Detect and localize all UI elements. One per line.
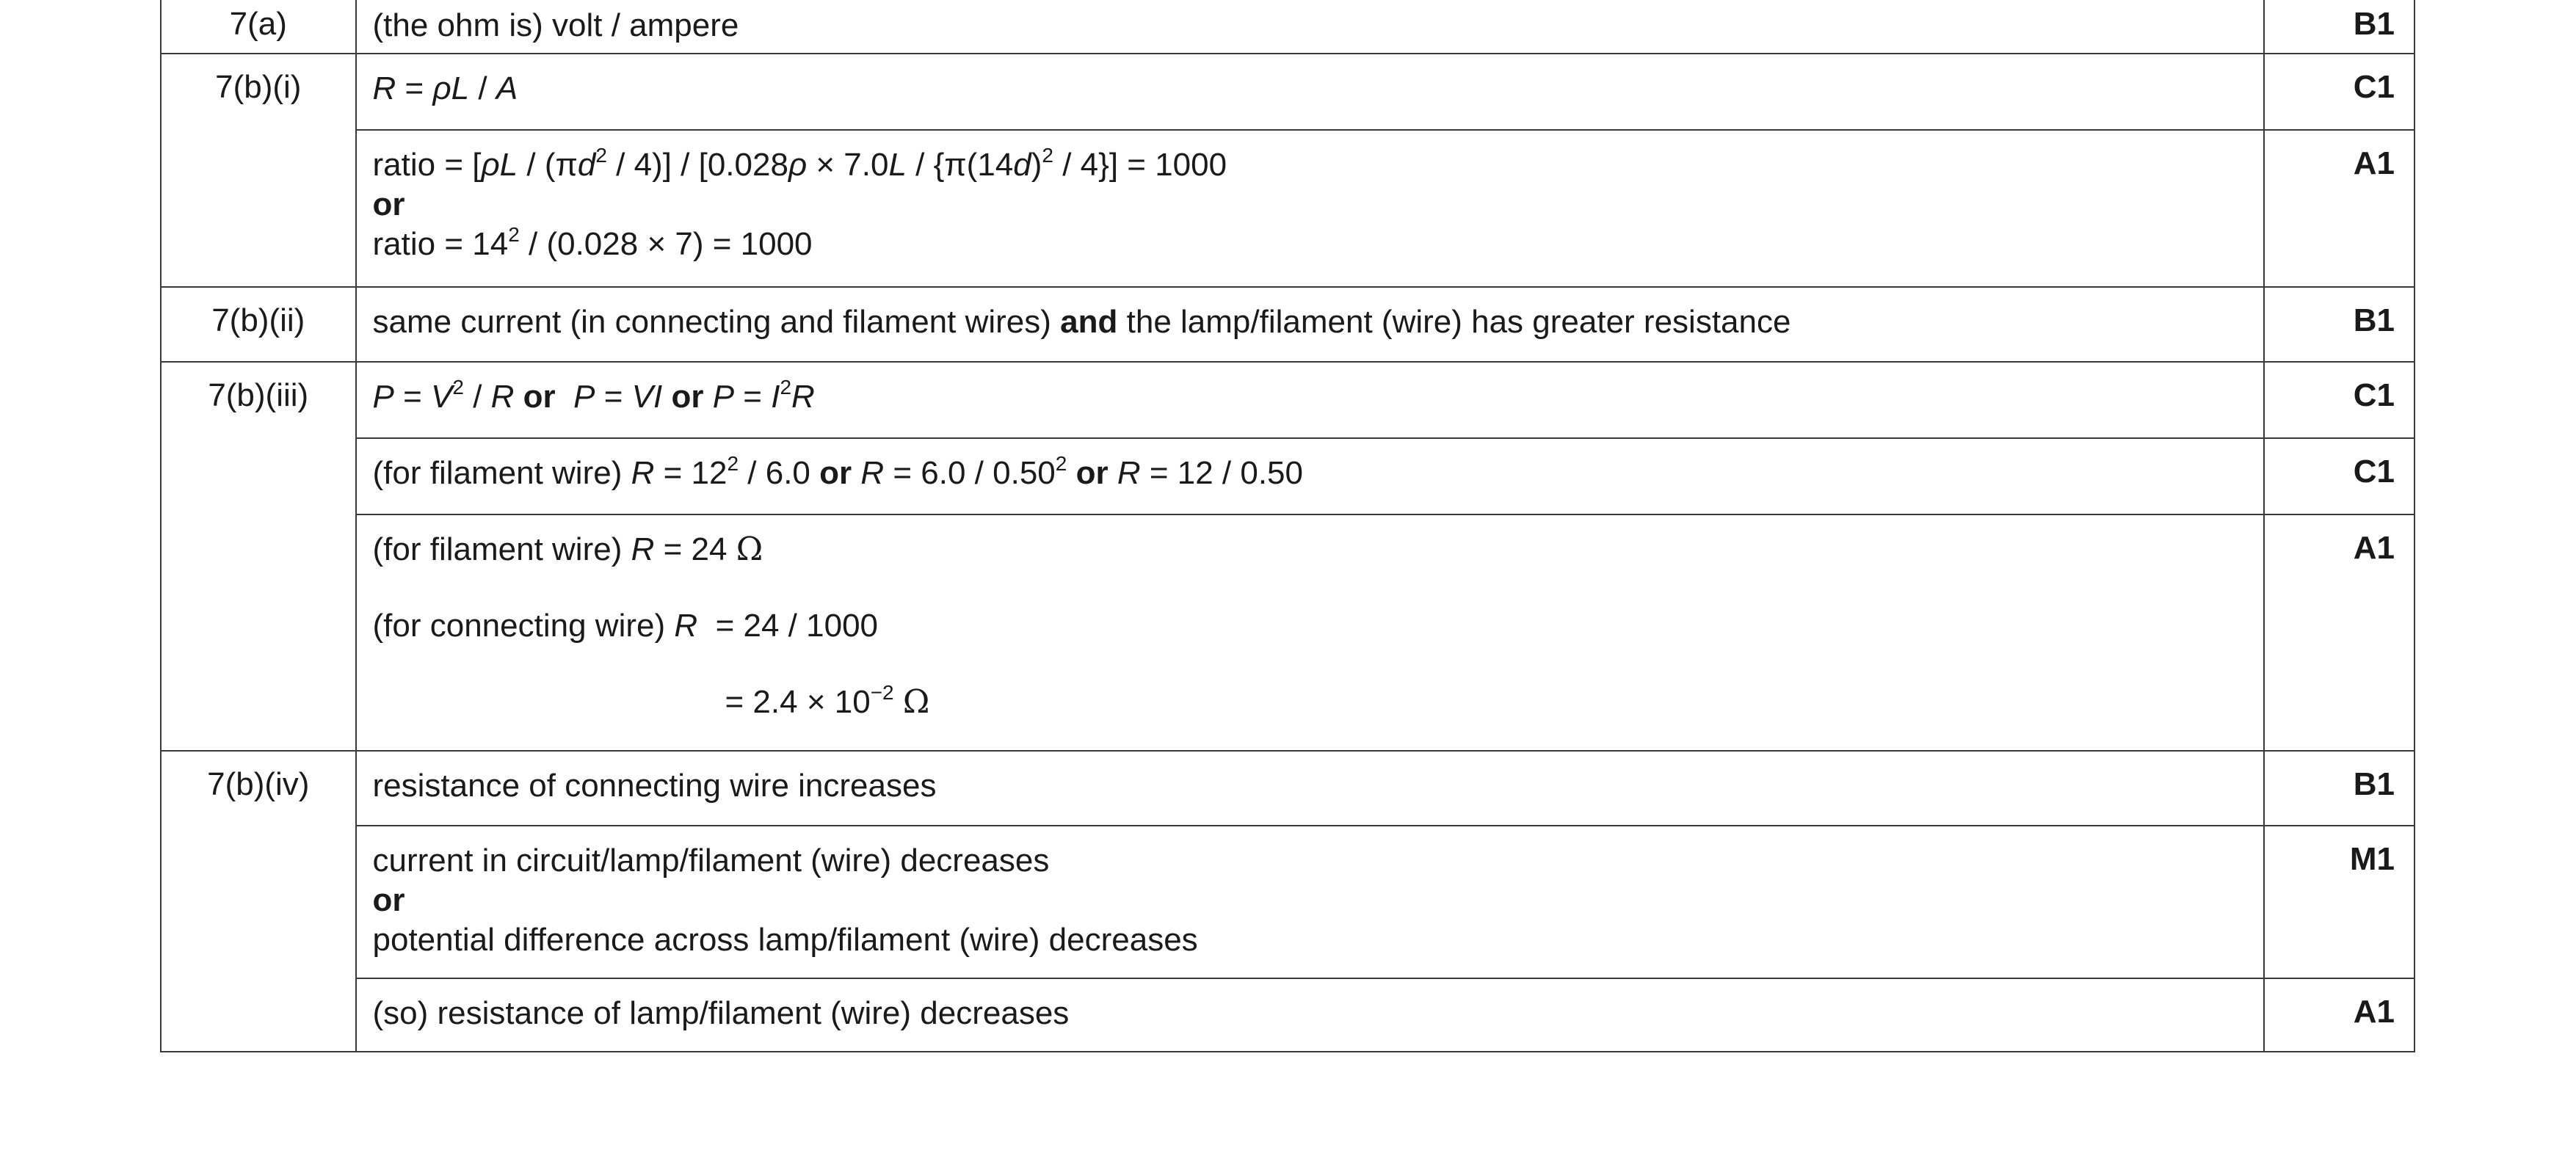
answer-cell bbox=[356, 978, 2264, 1052]
filament-resistance-result: (for filament wire) R = 24 Ω bbox=[372, 531, 763, 568]
answer-cell bbox=[356, 826, 2264, 978]
mark-cell: B1 bbox=[2264, 751, 2414, 826]
answer-cell bbox=[356, 438, 2264, 514]
answer-text: the lamp/filament (wire) has greater resistance bbox=[1126, 304, 1791, 340]
mark-cell: A1 bbox=[2264, 978, 2414, 1052]
ratio-expression: ratio = $[\rho L / (\pi d^2 / 4)] / [0.028\rho \times 7.0L / \{\pi(14d)^2 / 4\}] = 1000$ bbox=[372, 144, 1227, 183]
answer-text: (so) resistance of lamp/filament (wire) decreases bbox=[372, 995, 1070, 1031]
or-label: or bbox=[372, 186, 405, 222]
table-row bbox=[161, 514, 2414, 751]
mark-cell: C1 bbox=[2264, 438, 2414, 514]
answer-cell bbox=[356, 0, 2264, 54]
and-label: and bbox=[1060, 304, 1118, 340]
mark-cell: B1 bbox=[2264, 0, 2414, 54]
table-row bbox=[161, 54, 2414, 130]
mark-cell: C1 bbox=[2264, 362, 2414, 438]
mark-cell: A1 bbox=[2264, 130, 2414, 287]
table-row bbox=[161, 438, 2414, 514]
question-number: 7(b)(iv) bbox=[161, 751, 356, 1052]
table-row bbox=[161, 362, 2414, 438]
answer-text: same current (in connecting and filament wires) bbox=[372, 304, 1051, 340]
connecting-wire-resistance: (for connecting wire) R = 24 / 1000 bbox=[372, 608, 879, 644]
question-number: 7(b)(iii) bbox=[161, 362, 356, 751]
ratio-expression-alt: ratio = $14^2 / (0.028 \times 7) = 1000$ bbox=[372, 223, 813, 262]
answer-text: current in circuit/lamp/filament (wire) decreases bbox=[372, 843, 1050, 879]
mark-cell: M1 bbox=[2264, 826, 2414, 978]
table-row bbox=[161, 978, 2414, 1052]
power-formulas: $P = V^2 / R$ or P = VI or $P = I^2R$ bbox=[372, 376, 815, 415]
table-row bbox=[161, 130, 2414, 287]
answer-cell bbox=[356, 130, 2264, 287]
answer-cell bbox=[356, 287, 2264, 362]
question-number: 7(a) bbox=[161, 0, 356, 54]
or-label: or bbox=[372, 882, 405, 918]
formula-resistivity: R = ρL / A bbox=[372, 70, 518, 106]
connecting-wire-result: = $2.4 \times 10^{-2}$ Ω bbox=[725, 681, 930, 721]
mark-cell: A1 bbox=[2264, 514, 2414, 751]
answer-text: resistance of connecting wire increases bbox=[372, 768, 937, 804]
question-number: 7(b)(ii) bbox=[161, 287, 356, 362]
mark-scheme-table bbox=[160, 0, 2415, 1052]
answer-cell bbox=[356, 751, 2264, 826]
table-row bbox=[161, 0, 2414, 54]
table-row bbox=[161, 826, 2414, 978]
mark-cell: B1 bbox=[2264, 287, 2414, 362]
question-number: 7(b)(i) bbox=[161, 54, 356, 287]
mark-cell: C1 bbox=[2264, 54, 2414, 130]
table-row bbox=[161, 751, 2414, 826]
table-row bbox=[161, 287, 2414, 362]
answer-text: (the ohm is) volt / ampere bbox=[372, 7, 739, 43]
answer-cell bbox=[356, 514, 2264, 751]
answer-cell bbox=[356, 362, 2264, 438]
answer-cell bbox=[356, 54, 2264, 130]
answer-text: potential difference across lamp/filament (wire) decreases bbox=[372, 922, 1198, 958]
filament-resistance-calc: (for filament wire) $R = 12^2 / 6.0$ or R = 6.0 / 0.50$^2$ or R = 12 / 0.50 bbox=[372, 452, 1303, 491]
